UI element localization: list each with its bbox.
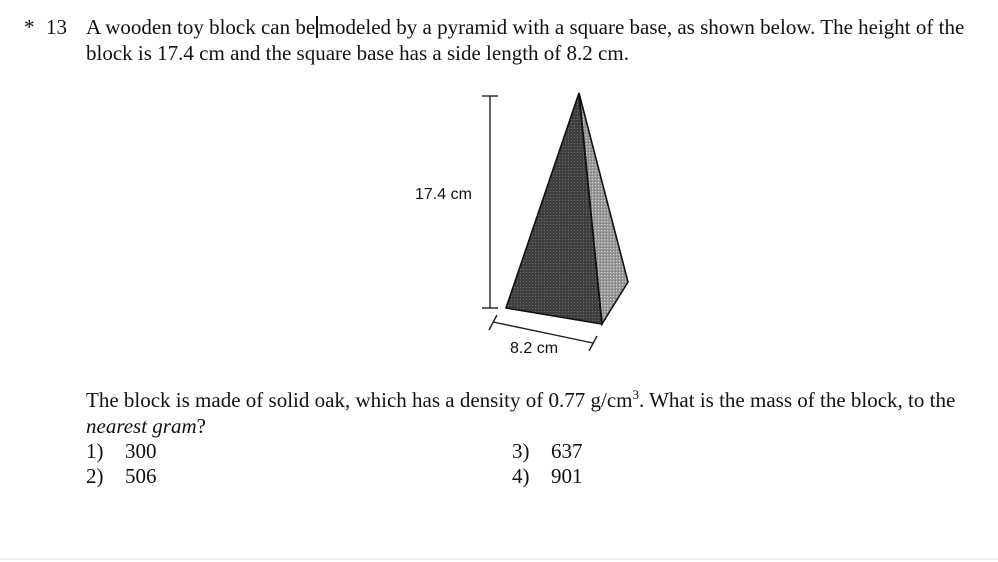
text-cursor <box>316 16 318 38</box>
answer-choice-4[interactable] <box>512 463 583 489</box>
prompt-emphasis: nearest gram <box>86 414 197 438</box>
choice-number: 4) <box>512 464 530 488</box>
prompt-text-2: . What is the mass of the block, to the <box>638 388 956 412</box>
choice-number: 3) <box>512 439 530 463</box>
prompt-text-1: The block is made of solid oak, which has a density of 0.77 g/cm <box>86 388 633 412</box>
choice-value: 901 <box>551 464 583 488</box>
choice-number: 1) <box>86 439 104 463</box>
base-label: 8.2 cm <box>510 340 559 357</box>
question-marker: * <box>24 15 35 39</box>
stem-text-before-caret: A wooden toy block can be <box>86 15 316 39</box>
question-stem[interactable] <box>86 14 976 66</box>
question-number: 13 <box>46 15 67 39</box>
base-right-tick <box>589 336 597 351</box>
pyramid-diagram <box>400 86 640 366</box>
prompt-superscript: 3 <box>632 387 639 402</box>
question-prompt <box>86 387 976 439</box>
choice-value: 506 <box>125 464 157 488</box>
answer-choice-3[interactable] <box>512 438 583 464</box>
choice-number: 2) <box>86 464 104 488</box>
answer-choice-1[interactable] <box>86 438 157 464</box>
pyramid-figure <box>400 86 640 366</box>
choice-value: 300 <box>125 439 157 463</box>
answer-choice-2[interactable] <box>86 463 157 489</box>
stem-text-after-caret: modeled by a pyramid with a square base, as shown below. The height of the block is 17.4 cm and the square base has a side length of 8.2 cm. <box>86 15 965 65</box>
height-label: 17.4 cm <box>415 186 472 203</box>
page-bottom-divider <box>0 558 998 560</box>
choice-value: 637 <box>551 439 583 463</box>
prompt-text-3: ? <box>196 414 206 438</box>
